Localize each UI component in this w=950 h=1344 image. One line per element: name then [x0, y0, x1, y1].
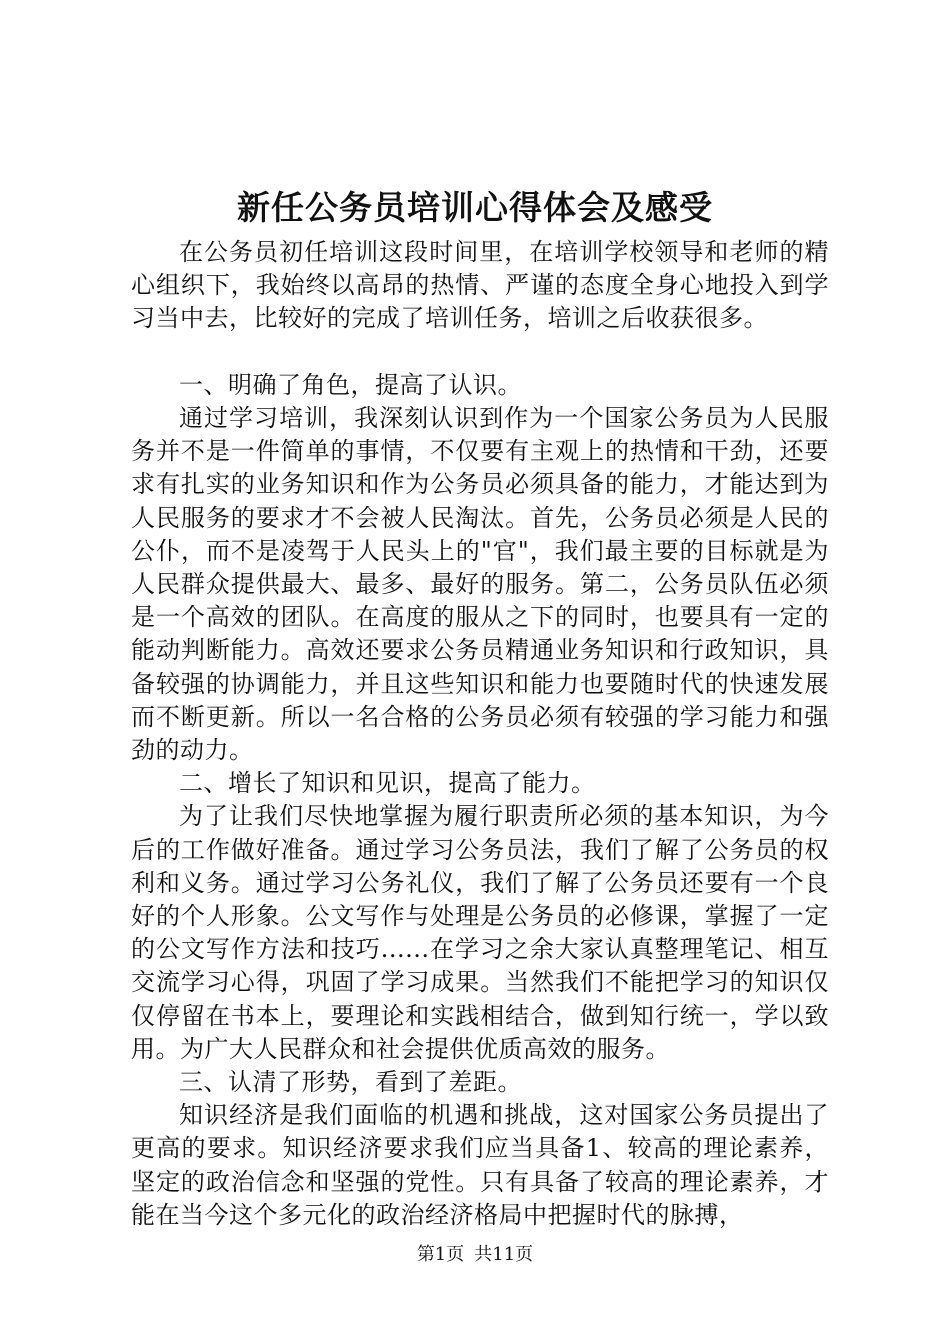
paragraph-section-2: 为了让我们尽快地掌握为履行职责所必须的基本知识，为今后的工作做好准备。通过学习公务员法，我们了解了公务员的权利和义务。通过学习公务礼仪，我们了解了公务员还要有一个良好的个人形象。公文写作与处理是公务员的必修课，掌握了一定的公文写作方法和技巧......在学习之余大家认真整理笔记、相互交流学习心得，巩固了学习成果。当然我们不能把学习的知识仅仅停留在书本上，要理论和实践相结合，做到知行统一，学以致用。为广大人民群众和社会提供优质高效的服务。: [131, 802, 829, 1063]
paragraph-section-1: 通过学习培训，我深刻认识到作为一个国家公务员为人民服务并不是一件简单的事情，不仅要有主观上的热情和干劲，还要求有扎实的业务知识和作为公务员必须具备的能力，才能达到为人民服务的要求才不会被人民淘汰。首先，公务员必须是人民的公仆，而不是凌驾于人民头上的"官"，我们最主要的目标就是为人民群众提供最大、最多、最好的服务。第二，公务员队伍必须是一个高效的团队。在高度的服从之下的同时，也要具有一定的能动判断能力。高效还要求公务员精通业务知识和行政知识，具备较强的协调能力，并且这些知识和能力也要随时代的快速发展而不断更新。所以一名合格的公务员必须有较强的学习能力和强劲的动力。: [131, 404, 829, 765]
paragraph-intro: 在公务员初任培训这段时间里，在培训学校领导和老师的精心组织下，我始终以高昂的热情、严谨的态度全身心地投入到学习当中去，比较好的完成了培训任务，培训之后收获很多。: [131, 238, 829, 333]
section-heading-2: 二、增长了知识和见识，提高了能力。: [179, 769, 596, 798]
section-heading-1: 一、明确了角色，提高了认识。: [179, 370, 522, 399]
blank-line: [131, 336, 829, 369]
section-heading-3: 三、认清了形势，看到了差距。: [179, 1068, 522, 1097]
paragraph-section-3: 知识经济是我们面临的机遇和挑战，这对国家公务员提出了更高的要求。知识经济要求我们应当具备1、较高的理论素养，坚定的政治信念和坚强的党性。只有具备了较高的理论素养，才能在当今这个多元化的政治经济格局中把握时代的脉搏，: [131, 1101, 829, 1229]
document-body: [131, 236, 829, 1232]
document-title: 新任公务员培训心得体会及感受: [237, 188, 713, 227]
page-total: 共11页: [474, 1244, 534, 1265]
page-footer: [0, 1243, 950, 1267]
page-number: 第1页: [416, 1244, 465, 1265]
